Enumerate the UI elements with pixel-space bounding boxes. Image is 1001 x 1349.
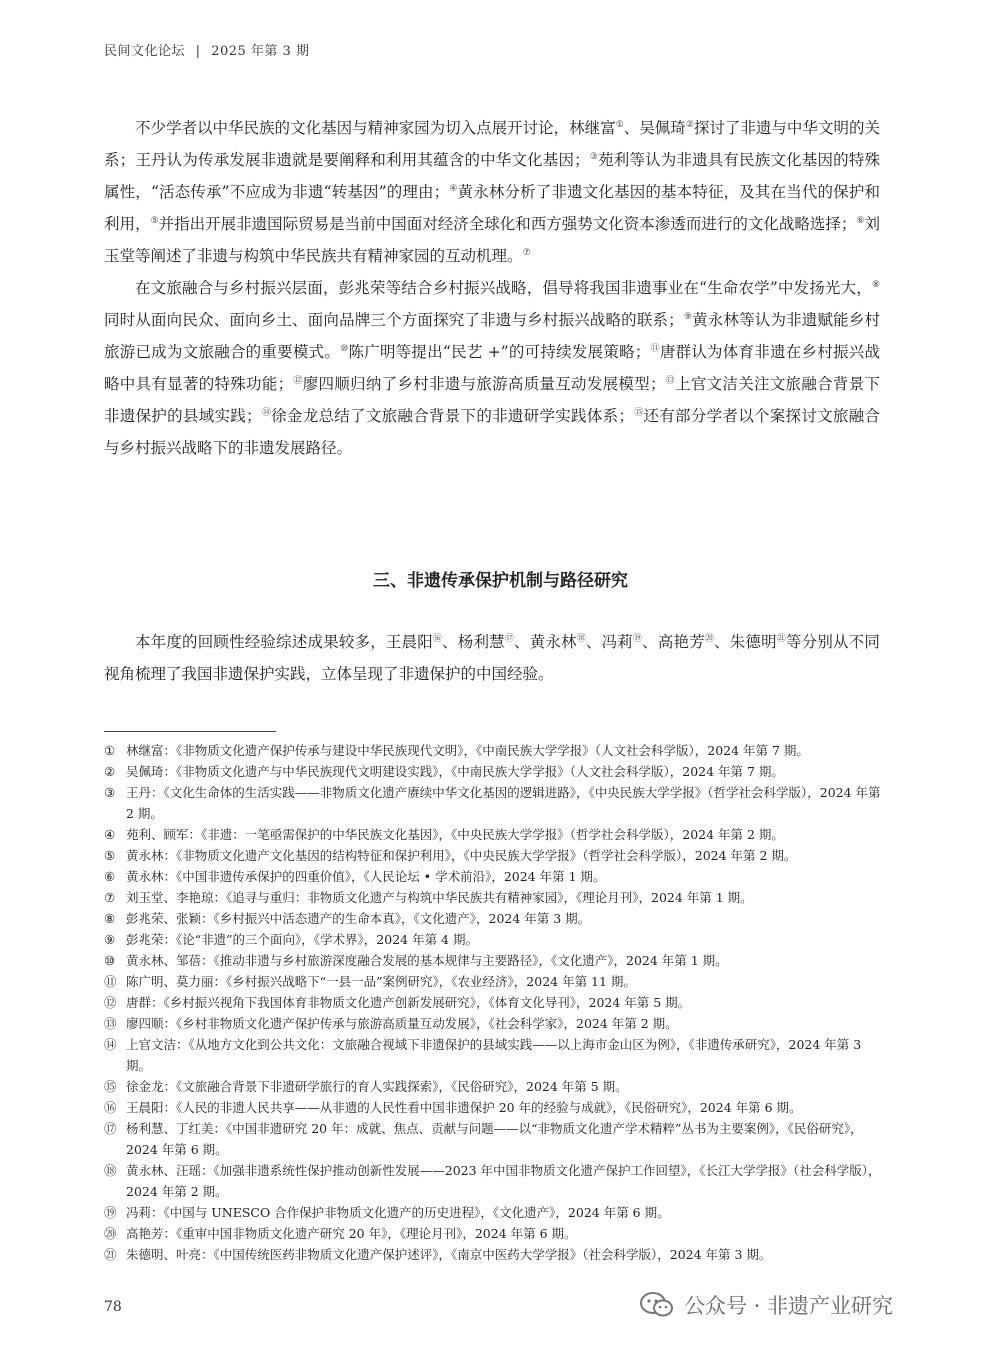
- footnote-mark: ③: [104, 785, 116, 800]
- footnote-text: 黄永林：《非物质文化遗产文化基因的结构特征和保护利用》，《中央民族大学学报》（哲学社会科学版），2024 年第 2 期。: [126, 848, 797, 863]
- footnote-text: 杨利慧、丁红美：《中国非遗研究 20 年：成就、焦点、贡献与问题——以“非物质文化遗产学术精粹”丛书为主要案例》，《民俗研究》，2024 年第 6 期。: [126, 1121, 863, 1157]
- footnote-mark: ⑱: [104, 1163, 117, 1178]
- text-run: 同时从面向民众、面向乡土、面向品牌三个方面探究了非遗与乡村振兴战略的联系；: [104, 311, 684, 329]
- watermark: [640, 1290, 893, 1320]
- footnote-item: [104, 740, 884, 761]
- footnotes-list: [104, 740, 884, 1265]
- footnote-mark: ⑲: [104, 1205, 117, 1220]
- text-run: 苑利等认为非遗具有民族文化基因的特殊属性，“活态传承”不应成为非遗“转基因”的理由；: [104, 151, 880, 201]
- text-run: 、高艳芳: [642, 633, 705, 651]
- footnote-text: 王丹：《文化生命体的生活实践——非物质文化遗产赓续中华文化基因的逻辑进路》，《中央民族大学学报》（哲学社会科学版），2024 年第 2 期。: [126, 785, 881, 821]
- section-body: [104, 626, 880, 690]
- text-run: 刘玉堂等阐述了非遗与构筑中华民族共有精神家园的互动机理。: [104, 215, 880, 265]
- footnote-mark: ⑯: [104, 1100, 117, 1115]
- footnote-item: [104, 887, 884, 908]
- footnote-mark: ②: [104, 764, 116, 779]
- footnote-text: 苑利、顾军：《非遗：一笔亟需保护的中华民族文化基因》，《中央民族大学学报》（哲学社会科学版），2024 年第 2 期。: [126, 827, 784, 842]
- footnote-text: 彭兆荣、张颖：《乡村振兴中活态遗产的生命本真》，《文化遗产》，2024 年第 3 期。: [126, 911, 591, 926]
- footnote-item: [104, 1244, 884, 1265]
- footnote-ref: ⑲: [632, 633, 643, 644]
- footnote-mark: ⑰: [104, 1121, 117, 1136]
- footnote-ref: ⑥: [856, 215, 865, 226]
- header-separator: |: [195, 44, 201, 59]
- footnote-item: [104, 1034, 884, 1076]
- section-heading: 三、非遗传承保护机制与路径研究: [373, 571, 628, 591]
- journal-name: 民间文化论坛: [104, 44, 186, 59]
- footnote-ref: ⑮: [633, 407, 644, 418]
- footnote-text: 陈广明、莫力丽：《乡村振兴战略下“一县一品”案例研究》，《农业经济》，2024 年第 11 期。: [126, 974, 636, 989]
- body-text: [104, 112, 880, 464]
- footnote-mark: ⑨: [104, 932, 116, 947]
- text-run: 徐金龙总结了文旅融合背景下的非遗研学实践体系；: [271, 407, 634, 425]
- footnote-ref: ②: [685, 119, 694, 130]
- footnote-text: 黄永林、邹蓓：《推动非遗与乡村旅游深度融合发展的基本规律与主要路径》，《文化遗产》，2024 年第 1 期。: [126, 953, 728, 968]
- footnote-ref: ④: [449, 183, 458, 194]
- footnote-ref: ⑪: [650, 343, 660, 354]
- footnote-text: 冯莉：《中国与 UNESCO 合作保护非物质文化遗产的历史进程》，《文化遗产》，2024 年第 6 期。: [126, 1205, 670, 1220]
- footnote-item: [104, 992, 884, 1013]
- footnote-item: [104, 866, 884, 887]
- text-run: 、黄永林: [514, 633, 577, 651]
- text-run: 并指出开展非遗国际贸易是当前中国面对经济全球化和西方强势文化资本渗透而进行的文化战略选择；: [158, 215, 857, 233]
- text-run: 黄永林等认为非遗赋能乡村旅游已成为文旅融合的重要模式。: [104, 311, 880, 361]
- footnote-mark: ⑪: [104, 974, 117, 989]
- footnote-item: [104, 782, 884, 824]
- footnote-item: [104, 1160, 884, 1202]
- footnote-text: 王晨阳：《人民的非遗人民共享——从非遗的人民性看中国非遗保护 20 年的经验与成就》，《民俗研究》，2024 年第 6 期。: [126, 1100, 802, 1115]
- text-run: 、朱德明: [714, 633, 777, 651]
- footnote-mark: ⑧: [104, 911, 116, 926]
- footnote-text: 廖四顺：《乡村非物质文化遗产保护传承与旅游高质量互动发展》，《社会科学家》，2024 年第 2 期。: [126, 1016, 678, 1031]
- text-run: 陈广明等提出“民艺 +”的可持续发展策略；: [348, 343, 651, 361]
- footnote-text: 彭兆荣：《论“非遗”的三个面向》，《学术界》，2024 年第 4 期。: [126, 932, 478, 947]
- footnote-mark: ①: [104, 743, 116, 758]
- footnote-mark: ⑳: [104, 1226, 117, 1241]
- text-run: 、杨利慧: [442, 633, 505, 651]
- footnote-mark: ⑦: [104, 890, 116, 905]
- footnote-text: 唐群：《乡村振兴视角下我国体育非物质文化遗产创新发展研究》，《体育文化导刊》，2024 年第 5 期。: [126, 995, 691, 1010]
- text-run: 黄永林分析了非遗文化基因的基本特征，及其在当代的保护和利用，: [104, 183, 880, 233]
- footnote-text: 上官文洁：《从地方文化到公共文化：文旅融合视域下非遗保护的县域实践——以上海市金山区为例》，《非遗传承研究》，2024 年第 3 期。: [126, 1037, 862, 1073]
- footnote-item: [104, 824, 884, 845]
- footnote-ref: ⑱: [576, 633, 586, 644]
- footnote-item: [104, 1118, 884, 1160]
- text-run: 还有部分学者以个案探讨文旅融合与乡村振兴战略下的非遗发展路径。: [104, 407, 880, 457]
- footnote-mark: ⑮: [104, 1079, 117, 1094]
- footnote-item: [104, 1202, 884, 1223]
- paragraph-1: [104, 112, 880, 272]
- footnote-text: 黄永林：《中国非遗传承保护的四重价值》，《人民论坛 • 学术前沿》，2024 年第 1 期。: [126, 869, 606, 884]
- footnote-mark: ⑭: [104, 1037, 117, 1052]
- footnote-ref: ⑬: [665, 375, 676, 386]
- footnote-text: 高艳芳：《重审中国非物质文化遗产研究 20 年》，《理论月刊》，2024 年第 6 期。: [126, 1226, 577, 1241]
- footnote-ref: ⑰: [504, 633, 515, 644]
- footnote-divider: [104, 731, 276, 732]
- text-run: 上官文洁关注文旅融合背景下非遗保护的县域实践；: [104, 375, 880, 425]
- footnote-text: 林继富：《非物质文化遗产保护传承与建设中华民族现代文明》，《中南民族大学学报》（人文社会科学版），2024 年第 7 期。: [126, 743, 809, 758]
- footnote-ref: ③: [589, 151, 599, 162]
- text-run: 唐群认为体育非遗在乡村振兴战略中具有显著的特殊功能；: [104, 343, 880, 393]
- footnote-mark: ㉑: [104, 1247, 117, 1262]
- footnote-text: 吴佩琦：《非物质文化遗产与中华民族现代文明建设实践》，《中南民族大学学报》（人文社会科学版），2024 年第 7 期。: [126, 764, 784, 779]
- footnote-ref: ⑳: [704, 633, 715, 644]
- footnote-mark: ⑫: [104, 995, 117, 1010]
- text-run: 在文旅融合与乡村振兴层面，彭兆荣等结合乡村振兴战略，倡导将我国非遗事业在“生命农学”中发扬光大，: [135, 279, 872, 297]
- footnote-text: 刘玉堂、李艳琼：《追寻与重归：非物质文化遗产与构筑中华民族共有精神家园》，《理论月刊》，2024 年第 1 期。: [126, 890, 753, 905]
- footnote-ref: ⑤: [150, 215, 159, 226]
- footnote-ref: ⑨: [683, 311, 693, 322]
- text-run: 、吴佩琦: [623, 119, 686, 137]
- text-run: 等分别从不同视角梳理了我国非遗保护实践，立体呈现了非遗保护的中国经验。: [104, 633, 880, 683]
- footnote-ref: ⑫: [293, 375, 303, 386]
- footnote-item: [104, 908, 884, 929]
- footnote-item: [104, 1013, 884, 1034]
- text-run: 不少学者以中华民族的文化基因与精神家园为切入点展开讨论，林继富: [135, 119, 616, 137]
- footnote-ref: ⑩: [340, 343, 349, 354]
- watermark-text: 公众号 · 非遗产业研究: [684, 1294, 894, 1318]
- footnote-item: [104, 845, 884, 866]
- paragraph-2: [104, 272, 880, 464]
- footnote-ref: ⑭: [261, 407, 272, 418]
- footnote-ref: ㉑: [776, 633, 786, 644]
- footnote-mark: ⑩: [104, 953, 116, 968]
- text-run: 、冯莉: [585, 633, 633, 651]
- footnote-item: [104, 761, 884, 782]
- section-paragraph: [104, 626, 880, 690]
- footnote-item: [104, 1097, 884, 1118]
- footnote-item: [104, 1076, 884, 1097]
- wechat-icon: [640, 1292, 674, 1318]
- footnote-item: [104, 950, 884, 971]
- text-run: 廖四顺归纳了乡村非遗与旅游高质量互动发展模型；: [302, 375, 666, 393]
- footnote-mark: ④: [104, 827, 116, 842]
- issue-label: 2025 年第 3 期: [211, 44, 310, 59]
- footnote-ref: ⑧: [871, 279, 880, 290]
- footnote-item: [104, 971, 884, 992]
- text-run: 本年度的回顾性经验综述成果较多，王晨阳: [135, 633, 433, 651]
- footnote-text: 黄永林、汪瑶：《加强非遗系统性保护推动创新性发展——2023 年中国非物质文化遗产保护工作回望》，《长江大学学报》（社会科学版），2024 年第 2 期。: [126, 1163, 881, 1199]
- footnote-ref: ①: [615, 119, 624, 130]
- footnote-item: [104, 1223, 884, 1244]
- footnote-mark: ⑬: [104, 1016, 117, 1031]
- footnote-ref: ⑯: [432, 633, 443, 644]
- footnote-text: 徐金龙：《文旅融合背景下非遗研学旅行的育人实践探索》，《民俗研究》，2024 年第 5 期。: [126, 1079, 628, 1094]
- footnote-mark: ⑤: [104, 848, 116, 863]
- footnote-mark: ⑥: [104, 869, 116, 884]
- page-number: 78: [104, 1299, 122, 1315]
- text-run: 探讨了非遗与中华文明的关系；王丹认为传承发展非遗就是要阐释和利用其蕴含的中华文化基因；: [104, 119, 880, 169]
- footnote-item: [104, 929, 884, 950]
- running-header: [104, 40, 309, 59]
- footnote-text: 朱德明、叶亮：《中国传统医药非物质文化遗产保护述评》，《南京中医药大学学报》（社会科学版），2024 年第 3 期。: [126, 1247, 772, 1262]
- footnote-ref: ⑦: [522, 247, 531, 258]
